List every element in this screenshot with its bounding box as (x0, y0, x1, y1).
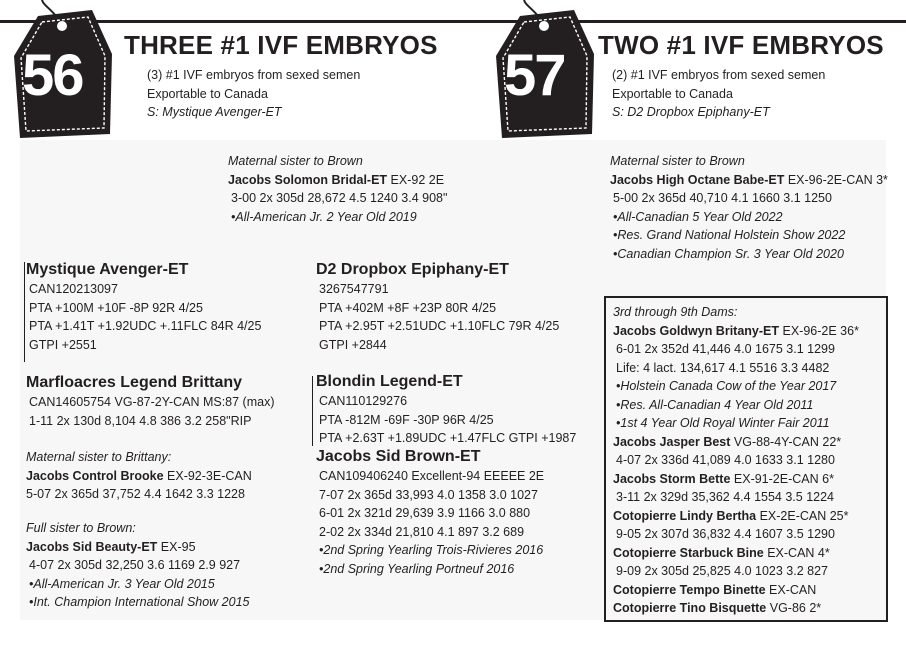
pedigree-bar (24, 262, 25, 362)
bridal-award: •All-American Jr. 2 Year Old 2019 (231, 209, 417, 224)
sire-right-name: D2 Dropbox Epiphany-ET (316, 261, 509, 278)
brooke-note: Maternal sister to Brittany: (26, 450, 172, 464)
dam-record: 9-05 2x 307d 36,832 4.4 1607 3.5 1290 (616, 527, 835, 541)
lot-57-description (612, 66, 825, 122)
bridal-record: 3-00 2x 305d 28,672 4.5 1240 3.4 908" (231, 191, 448, 205)
babe-award: •Canadian Champion Sr. 3 Year Old 2020 (613, 246, 844, 261)
dam-record: 4-07 2x 336d 41,089 4.0 1633 3.1 1280 (616, 453, 835, 467)
header-rule (0, 20, 906, 23)
brooke-block (26, 448, 252, 504)
sire-right-block (316, 260, 559, 354)
dam-name: Jacobs Goldwyn Britany-ET (613, 323, 780, 338)
beauty-award: •Int. Champion International Show 2015 (29, 595, 250, 609)
sire-left-name: Mystique Avenger-ET (26, 261, 189, 278)
bridal-block (228, 152, 447, 226)
brooke-name: Jacobs Control Brooke (26, 468, 164, 483)
lot-57-title: TWO #1 IVF EMBRYOS (598, 30, 884, 60)
sire-left-line: GTPI +2551 (29, 337, 97, 352)
sire-left-line: CAN120213097 (29, 282, 118, 296)
dam-record: 6-01 2x 352d 41,446 4.0 1675 3.1 1299 (616, 342, 835, 356)
brown-name: Jacobs Sid Brown-ET (316, 448, 481, 465)
lot-56-title: THREE #1 IVF EMBRYOS (124, 30, 438, 60)
brown-line: 2-02 2x 334d 21,810 4.1 897 3.2 689 (319, 524, 525, 539)
babe-score: EX-96-2E-CAN 3* (787, 172, 888, 187)
brown-block (316, 447, 544, 578)
dam-name: Jacobs Storm Bette (613, 471, 731, 486)
dam-name: Jacobs Jasper Best (613, 434, 731, 449)
sire-right-line: 3267547791 (319, 282, 389, 296)
sire-left-line: PTA +1.41T +1.92UDC +.11FLC 84R 4/25 (29, 319, 262, 333)
brown-line: 7-07 2x 365d 33,993 4.0 1358 3.0 1027 (319, 487, 538, 502)
beauty-name: Jacobs Sid Beauty-ET (26, 539, 158, 554)
babe-award: •All-Canadian 5 Year Old 2022 (613, 209, 783, 224)
babe-note: Maternal sister to Brown (610, 154, 745, 168)
dam-left-line: CAN14605754 VG-87-2Y-CAN MS:87 (max) (29, 395, 275, 409)
dam-award: •Res. All-Canadian 4 Year Old 2011 (616, 397, 814, 412)
beauty-note: Full sister to Brown: (26, 521, 136, 535)
dam-record: 9-09 2x 305d 25,825 4.0 1023 3.2 827 (616, 564, 828, 578)
dam-name: Cotopierre Tempo Binette (613, 582, 766, 597)
dam-award: •Holstein Canada Cow of the Year 2017 (616, 379, 837, 393)
lot-56-description (147, 66, 360, 122)
sire-right-line: PTA +2.95T +2.51UDC +1.10FLC 79R 4/25 (319, 319, 560, 333)
dam-name: Cotopierre Lindy Bertha (613, 508, 757, 523)
babe-award: •Res. Grand National Holstein Show 2022 (613, 228, 846, 242)
beauty-award: •All-American Jr. 3 Year Old 2015 (29, 576, 215, 591)
dam-right-line: PTA +2.63T +1.89UDC +1.47FLC GTPI +1987 (319, 431, 577, 445)
sire-left-line: PTA +100M +10F -8P 92R 4/25 (29, 300, 203, 315)
dam-score: VG-88-4Y-CAN 22* (733, 434, 842, 449)
dam-score: EX-CAN 4* (763, 545, 830, 560)
dam-right-block (316, 372, 576, 448)
bridal-name: Jacobs Solomon Bridal-ET (228, 172, 388, 187)
dam-record: Life: 4 lact. 134,617 4.1 5516 3.3 4482 (616, 360, 830, 375)
lot-57-line: (2) #1 IVF embryos from sexed semen (612, 68, 826, 82)
dam-name: Cotopierre Tino Bisquette (613, 601, 767, 615)
lot-57-line: Exportable to Canada (612, 86, 733, 101)
brown-line: CAN109406240 Excellent-94 EEEEE 2E (319, 469, 545, 483)
lot-56-line: Exportable to Canada (147, 86, 268, 101)
sire-left-block (26, 260, 261, 354)
bridal-score: EX-92 2E (390, 172, 445, 187)
dam-name: Cotopierre Starbuck Bine (613, 545, 764, 560)
beauty-block (26, 519, 250, 612)
brooke-record: 5-07 2x 365d 37,752 4.4 1642 3.3 1228 (26, 487, 245, 501)
bridal-note: Maternal sister to Brown (228, 154, 363, 168)
dam-right-line: PTA -812M -69F -30P 96R 4/25 (319, 412, 494, 427)
dam-score: VG-86 2* (769, 601, 822, 615)
dam-score: EX-2E-CAN 25* (759, 508, 849, 523)
babe-name: Jacobs High Octane Babe-ET (610, 172, 785, 187)
dam-right-line: CAN110129276 (319, 394, 408, 408)
babe-record: 5-00 2x 365d 40,710 4.1 1660 3.1 1250 (613, 191, 832, 205)
brown-line: 6-01 2x 321d 29,639 3.9 1166 3.0 880 (319, 506, 531, 520)
dam-score: EX-91-2E-CAN 6* (733, 471, 834, 486)
dam-score: EX-CAN (769, 582, 817, 597)
sire-right-line: PTA +402M +8F +23P 80R 4/25 (319, 300, 497, 315)
dam-award: •1st 4 Year Old Royal Winter Fair 2011 (616, 416, 830, 430)
lot-56-number: 56 (22, 43, 83, 108)
sire-right-line: GTPI +2844 (319, 337, 387, 352)
dam-score: EX-96-2E 36* (782, 323, 859, 338)
lot-57-number: 57 (504, 43, 565, 108)
pedigree-bar (312, 376, 313, 446)
lot-56-sire: S: Mystique Avenger-ET (147, 105, 282, 119)
brown-award: •2nd Spring Yearling Trois-Rivieres 2016 (319, 543, 544, 557)
beauty-score: EX-95 (160, 539, 196, 554)
dam-left-name: Marfloacres Legend Brittany (26, 374, 243, 391)
dam-left-line: 1-11 2x 130d 8,104 4.8 386 3.2 258"RIP (29, 413, 252, 428)
lot-56-line: (3) #1 IVF embryos from sexed semen (147, 68, 361, 82)
babe-block (610, 152, 888, 263)
dam-left-block (26, 373, 274, 430)
lot-57-sire: S: D2 Dropbox Epiphany-ET (612, 105, 770, 119)
dam-right-name: Blondin Legend-ET (316, 373, 463, 390)
beauty-record: 4-07 2x 305d 32,250 3.6 1169 2.9 927 (29, 558, 241, 572)
dam-record: 3-11 2x 329d 35,362 4.4 1554 3.5 1224 (616, 490, 835, 504)
dams-box-content (613, 303, 859, 618)
brown-award: •2nd Spring Yearling Portneuf 2016 (319, 561, 515, 576)
dams-heading: 3rd through 9th Dams: (613, 305, 738, 319)
brooke-score: EX-92-3E-CAN (167, 468, 252, 483)
